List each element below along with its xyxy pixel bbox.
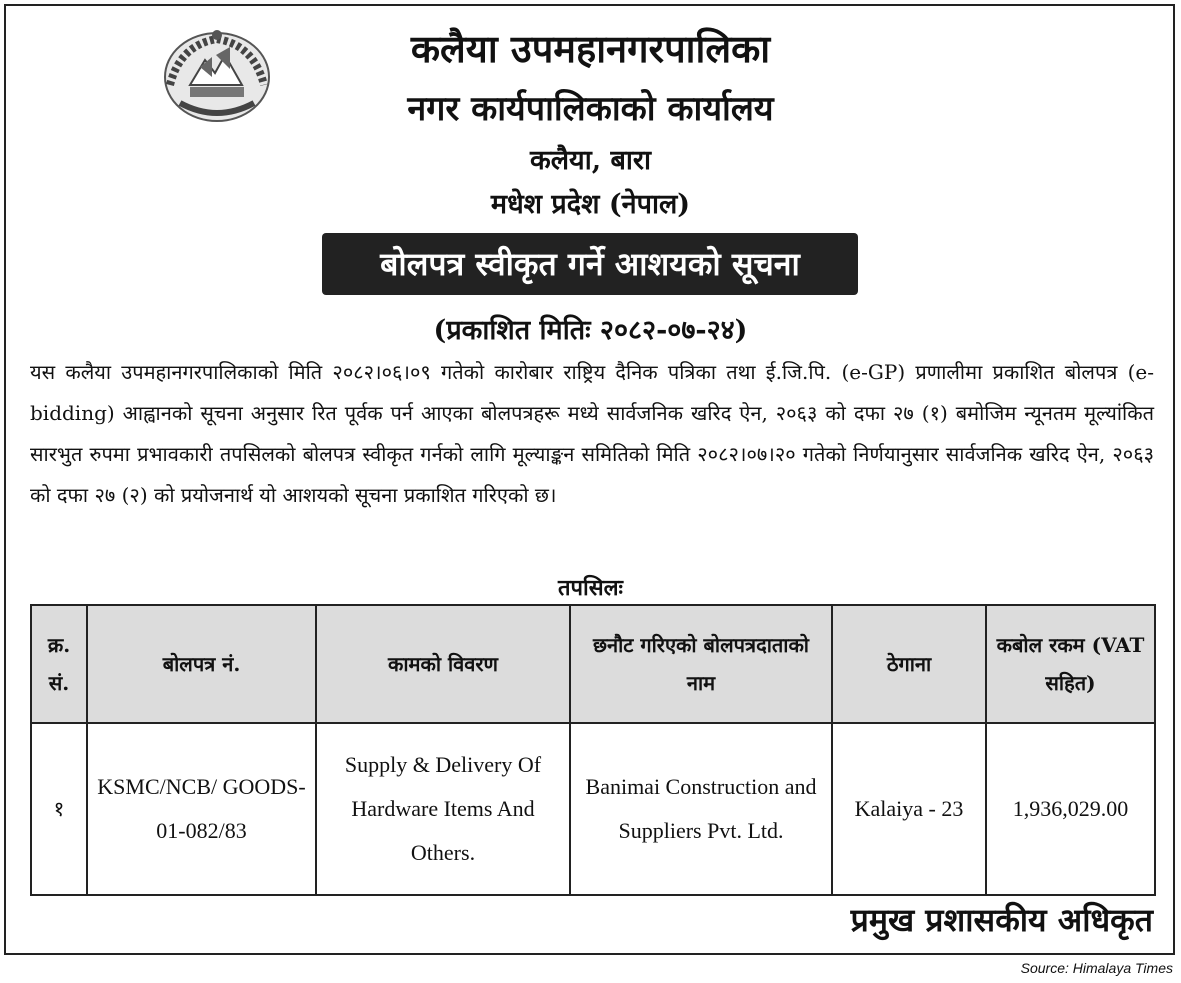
bid-table [30, 604, 1156, 896]
col-header-description: कामको विवरण [316, 605, 570, 723]
published-date: (प्रकाशित मितिः २०८२-०७-२४) [433, 315, 748, 346]
cell-bidder: Banimai Construction and Suppliers Pvt. Ltd. [570, 723, 832, 895]
office-location: कलैया, बारा [530, 145, 651, 176]
province-name: मधेश प्रदेश (नेपाल) [490, 189, 691, 220]
col-header-amount: कबोल रकम (VAT सहित) [986, 605, 1155, 723]
table-header-row [31, 605, 1155, 723]
col-header-bid-no: बोलपत्र नं. [87, 605, 316, 723]
cell-bid-no: KSMC/NCB/ GOODS-01-082/83 [87, 723, 316, 895]
col-header-address: ठेगाना [832, 605, 986, 723]
municipality-name: कलैया उपमहानगरपालिका [410, 26, 771, 71]
office-name: नगर कार्यपालिकाको कार्यालय [407, 89, 774, 129]
cell-description: Supply & Delivery Of Hardware Items And Others. [316, 723, 570, 895]
table-row [31, 723, 1155, 895]
col-header-bidder: छनौट गरिएको बोलपत्रदाताको नाम [570, 605, 832, 723]
cell-amount: 1,936,029.00 [986, 723, 1155, 895]
notice-title: बोलपत्र स्वीकृत गर्ने आशयको सूचना [322, 233, 858, 295]
notice-body: यस कलैया उपमहानगरपालिकाको मिति २०८२।०६।०९ गतेको कारोबार राष्ट्रिय दैनिक पत्रिका तथा ई.जि.पि. (e-GP) प्रणालीमा प्रकाशित बोलपत्र (e-bidding) आह्वानको सूचना अनुसार रित पूर्वक पर्न आएका बोलपत्रहरू मध्ये सार्वजनिक खरिद ऐन, २०६३ को दफा २७ (१) बमोजिम न्यूनतम मूल्यांकित सारभुत रुपमा प्रभावकारी तपसिलको बोलपत्र स्वीकृत गर्नको लागि मूल्याङ्कन समितिको मिति २०८२।०७।२० गतेको निर्णयानुसार सार्वजनिक खरिद ऐन, २०६३ को दफा २७ (२) को प्रयोजनार्थ यो आशयको सूचना प्रकाशित गरिएको छ। [30, 360, 1154, 507]
signer-title: प्रमुख प्रशासकीय अधिकृत [850, 901, 1153, 939]
source-credit: Source: Himalaya Times [1020, 960, 1173, 976]
col-header-sn: क्र. सं. [31, 605, 87, 723]
schedule-label: तपसिलः [558, 575, 623, 601]
cell-address: Kalaiya - 23 [832, 723, 986, 895]
cell-sn: १ [31, 723, 87, 895]
